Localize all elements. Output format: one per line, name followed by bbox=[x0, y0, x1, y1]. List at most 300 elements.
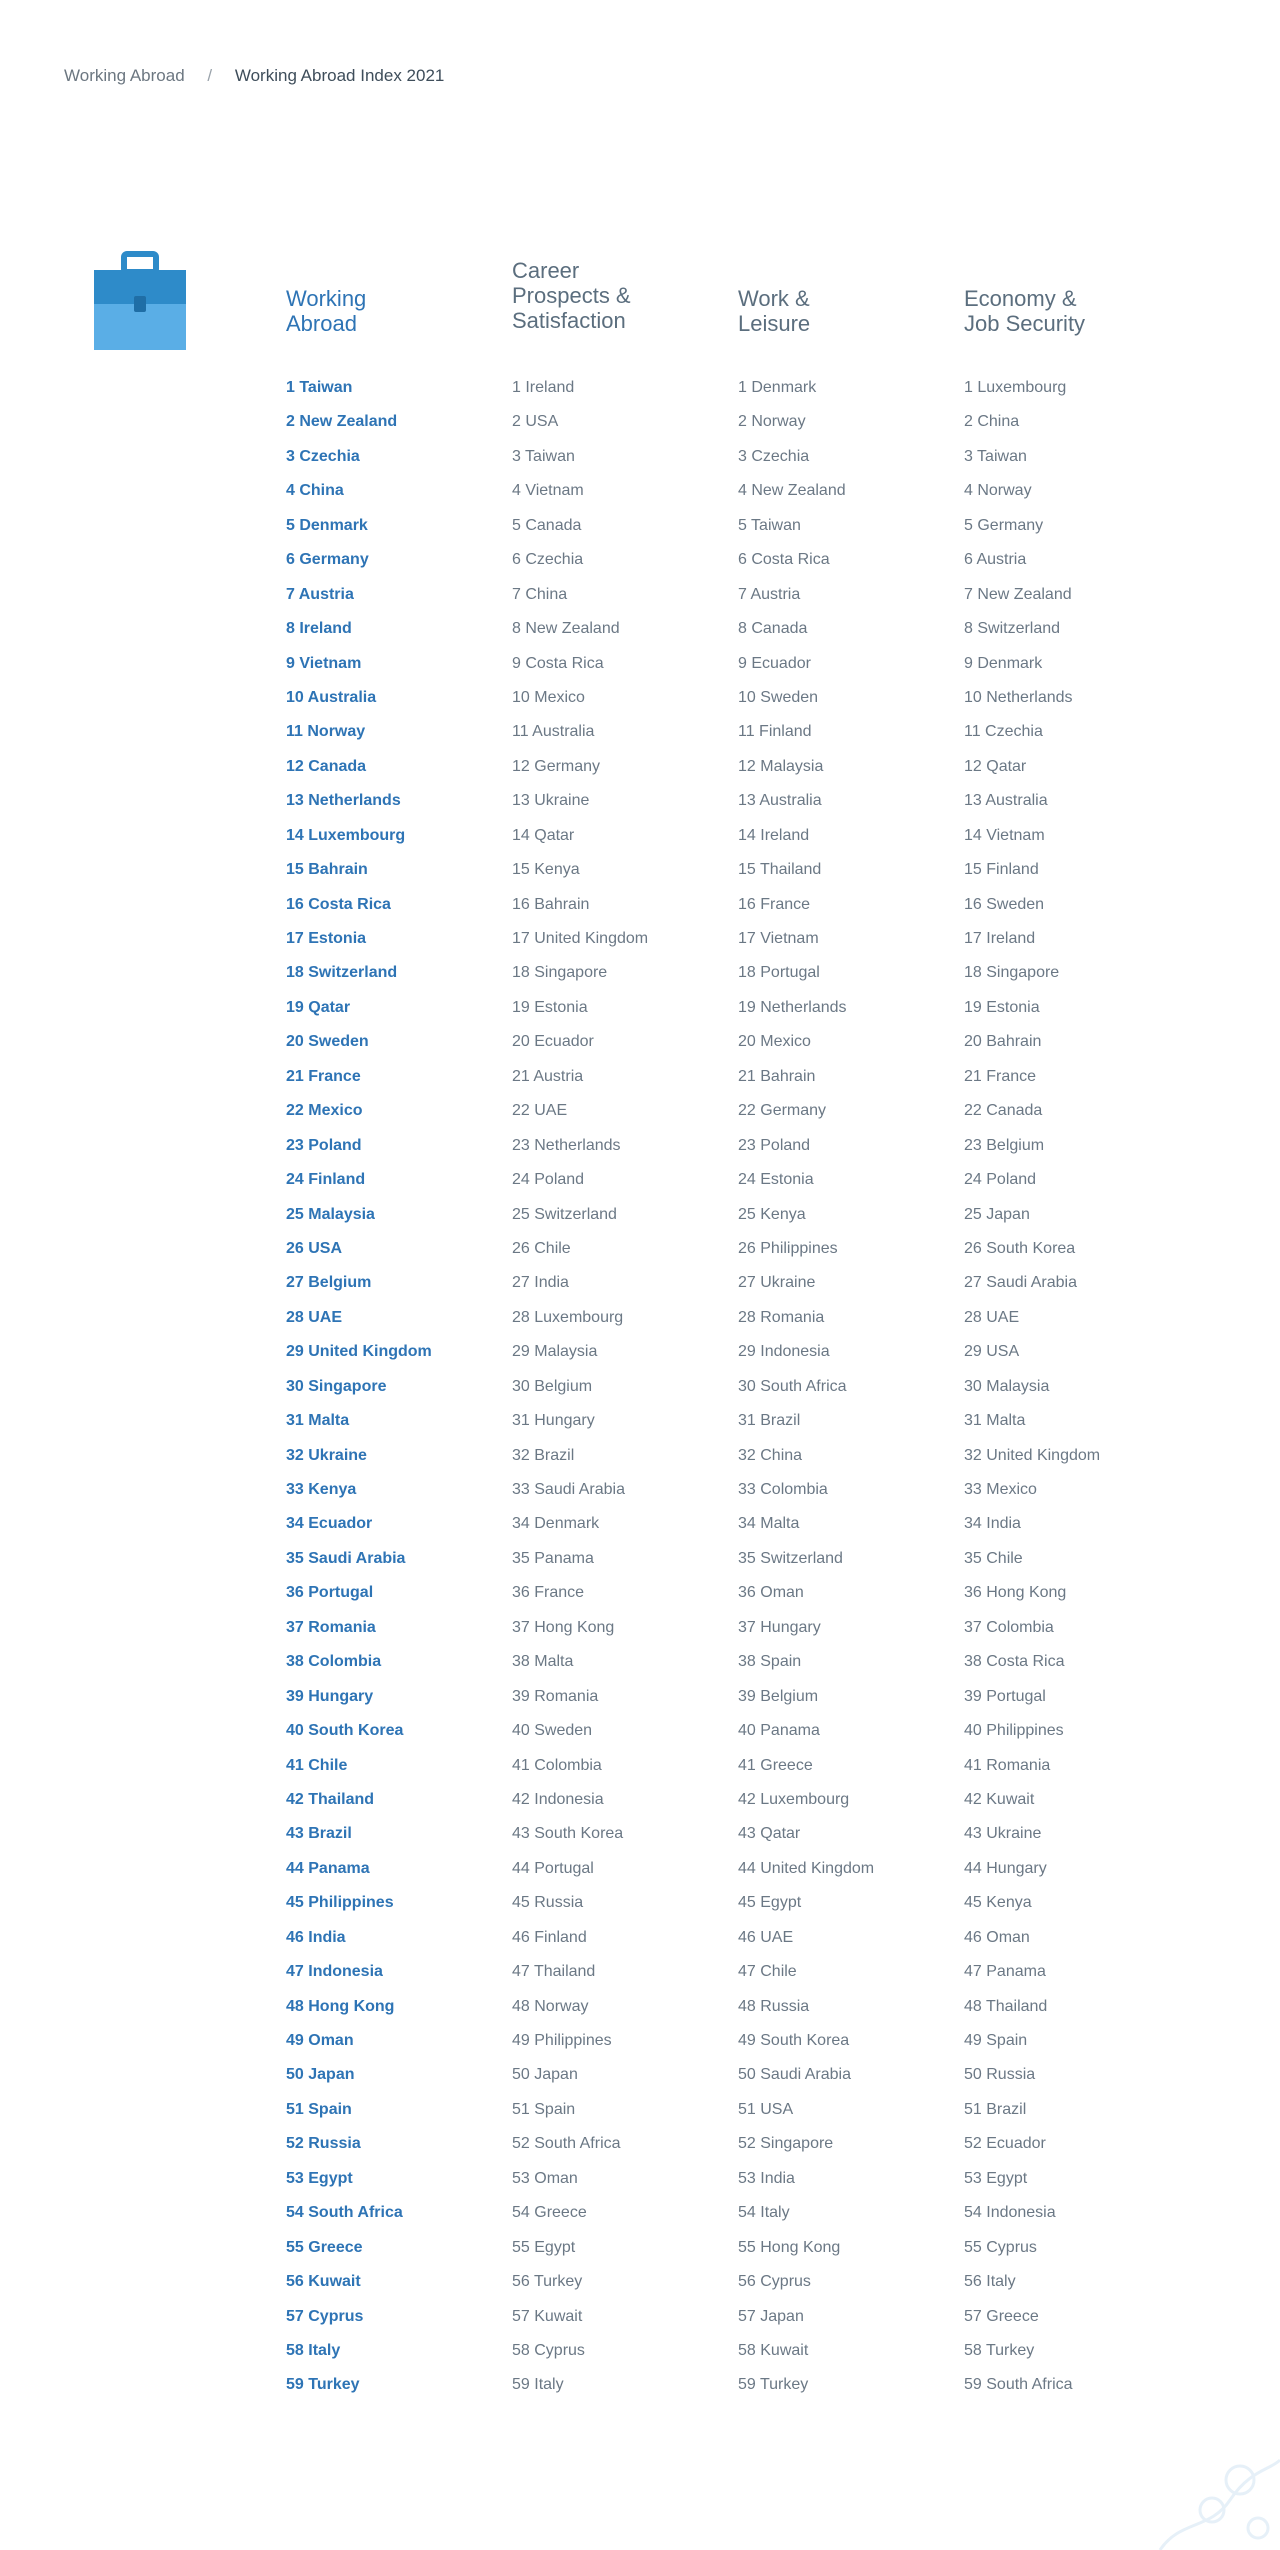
cell-working-abroad[interactable]: 10 Australia bbox=[286, 688, 377, 706]
cell-work-leisure: 56 Cyprus bbox=[738, 2273, 811, 2291]
cell-work-leisure: 50 Saudi Arabia bbox=[738, 2066, 851, 2084]
cell-economy-job-security: 45 Kenya bbox=[964, 1894, 1032, 1912]
cell-career-prospects: 7 China bbox=[512, 585, 568, 603]
cell-working-abroad[interactable]: 58 Italy bbox=[286, 2341, 341, 2359]
cell-economy-job-security: 42 Kuwait bbox=[964, 1790, 1035, 1808]
cell-career-prospects: 53 Oman bbox=[512, 2169, 578, 2187]
cell-career-prospects: 22 UAE bbox=[512, 1102, 568, 1120]
table-row bbox=[0, 448, 1280, 482]
table-row bbox=[0, 2239, 1280, 2273]
breadcrumb-separator: / bbox=[207, 66, 213, 85]
cell-work-leisure: 16 France bbox=[738, 895, 811, 913]
breadcrumb-current: Working Abroad Index 2021 bbox=[234, 66, 445, 85]
cell-work-leisure: 30 South Africa bbox=[738, 1377, 847, 1395]
table-row bbox=[0, 2066, 1280, 2100]
cell-working-abroad[interactable]: 17 Estonia bbox=[286, 930, 367, 947]
table-row bbox=[0, 1860, 1280, 1894]
table-row bbox=[0, 1378, 1280, 1412]
table-row bbox=[0, 1998, 1280, 2032]
cell-career-prospects: 27 India bbox=[512, 1274, 569, 1292]
cell-working-abroad[interactable]: 4 China bbox=[286, 482, 344, 500]
cell-work-leisure: 39 Belgium bbox=[738, 1687, 819, 1705]
cell-working-abroad[interactable]: 1 Taiwan bbox=[286, 379, 353, 396]
cell-economy-job-security: 31 Malta bbox=[964, 1412, 1026, 1430]
cell-working-abroad[interactable]: 18 Switzerland bbox=[286, 964, 398, 982]
cell-working-abroad[interactable]: 9 Vietnam bbox=[286, 654, 362, 672]
cell-economy-job-security: 37 Colombia bbox=[964, 1618, 1054, 1636]
cell-economy-job-security: 43 Ukraine bbox=[964, 1825, 1042, 1843]
cell-economy-job-security: 58 Turkey bbox=[964, 2341, 1035, 2359]
cell-career-prospects: 47 Thailand bbox=[512, 1963, 596, 1981]
cell-career-prospects: 6 Czechia bbox=[512, 551, 584, 569]
cell-economy-job-security: 20 Bahrain bbox=[964, 1033, 1042, 1051]
cell-economy-job-security: 49 Spain bbox=[964, 2032, 1028, 2049]
table-row bbox=[0, 655, 1280, 689]
cell-working-abroad[interactable]: 33 Kenya bbox=[286, 1481, 357, 1498]
cell-economy-job-security: 33 Mexico bbox=[964, 1481, 1037, 1498]
table-row bbox=[0, 2204, 1280, 2238]
cell-work-leisure: 11 Finland bbox=[738, 723, 812, 741]
cell-career-prospects: 57 Kuwait bbox=[512, 2307, 583, 2325]
cell-economy-job-security: 21 France bbox=[964, 1067, 1037, 1085]
briefcase-icon bbox=[90, 250, 190, 352]
cell-career-prospects: 25 Switzerland bbox=[512, 1205, 617, 1223]
table-row bbox=[0, 1033, 1280, 1067]
cell-work-leisure: 19 Netherlands bbox=[738, 998, 847, 1016]
cell-working-abroad[interactable]: 6 Germany bbox=[286, 551, 369, 569]
cell-work-leisure: 26 Philippines bbox=[738, 1239, 838, 1257]
cell-economy-job-security: 29 USA bbox=[964, 1343, 1020, 1361]
cell-work-leisure: 28 Romania bbox=[738, 1308, 825, 1326]
cell-working-abroad[interactable]: 12 Canada bbox=[286, 757, 367, 775]
table-row bbox=[0, 551, 1280, 585]
cell-economy-job-security: 22 Canada bbox=[964, 1102, 1043, 1120]
cell-career-prospects: 45 Russia bbox=[512, 1894, 584, 1912]
cell-working-abroad[interactable]: 45 Philippines bbox=[286, 1894, 394, 1912]
cell-career-prospects: 4 Vietnam bbox=[512, 482, 584, 500]
cell-working-abroad[interactable]: 52 Russia bbox=[286, 2135, 361, 2153]
cell-work-leisure: 49 South Korea bbox=[738, 2032, 850, 2049]
cell-working-abroad[interactable]: 22 Mexico bbox=[286, 1102, 363, 1120]
table-row bbox=[0, 964, 1280, 998]
cell-career-prospects: 49 Philippines bbox=[512, 2032, 612, 2049]
cell-work-leisure: 8 Canada bbox=[738, 620, 808, 638]
cell-economy-job-security: 47 Panama bbox=[964, 1963, 1046, 1981]
cell-economy-job-security: 44 Hungary bbox=[964, 1859, 1047, 1877]
cell-economy-job-security: 46 Oman bbox=[964, 1928, 1030, 1946]
cell-career-prospects: 50 Japan bbox=[512, 2066, 578, 2084]
cell-work-leisure: 21 Bahrain bbox=[738, 1067, 816, 1085]
cell-working-abroad[interactable]: 40 South Korea bbox=[286, 1722, 404, 1740]
cell-work-leisure: 42 Luxembourg bbox=[738, 1790, 850, 1808]
cell-work-leisure: 9 Ecuador bbox=[738, 654, 811, 672]
cell-economy-job-security: 26 South Korea bbox=[964, 1239, 1076, 1257]
cell-career-prospects: 29 Malaysia bbox=[512, 1343, 598, 1361]
cell-working-abroad[interactable]: 39 Hungary bbox=[286, 1687, 374, 1705]
table-row bbox=[0, 758, 1280, 792]
cell-career-prospects: 30 Belgium bbox=[512, 1377, 593, 1395]
cell-economy-job-security: 19 Estonia bbox=[964, 998, 1040, 1016]
cell-economy-job-security: 18 Singapore bbox=[964, 964, 1060, 982]
cell-career-prospects: 35 Panama bbox=[512, 1549, 594, 1567]
cell-career-prospects: 8 New Zealand bbox=[512, 620, 620, 638]
table-row bbox=[0, 1481, 1280, 1515]
cell-working-abroad[interactable]: 14 Luxembourg bbox=[286, 826, 406, 844]
cell-economy-job-security: 3 Taiwan bbox=[964, 447, 1027, 465]
cell-economy-job-security: 24 Poland bbox=[964, 1171, 1037, 1189]
cell-career-prospects: 5 Canada bbox=[512, 516, 582, 534]
cell-economy-job-security: 1 Luxembourg bbox=[964, 379, 1067, 396]
table-row bbox=[0, 1068, 1280, 1102]
cell-work-leisure: 33 Colombia bbox=[738, 1481, 828, 1498]
cell-work-leisure: 51 USA bbox=[738, 2100, 794, 2118]
table-row bbox=[0, 1688, 1280, 1722]
cell-economy-job-security: 59 South Africa bbox=[964, 2376, 1073, 2394]
cell-career-prospects: 26 Chile bbox=[512, 1239, 571, 1257]
cell-work-leisure: 2 Norway bbox=[738, 413, 806, 431]
cell-career-prospects: 42 Indonesia bbox=[512, 1790, 604, 1808]
cell-working-abroad[interactable]: 50 Japan bbox=[286, 2066, 355, 2084]
table-row bbox=[0, 413, 1280, 447]
table-row bbox=[0, 2342, 1280, 2376]
table-row bbox=[0, 2170, 1280, 2204]
table-row bbox=[0, 930, 1280, 964]
table-row bbox=[0, 1412, 1280, 1446]
cell-economy-job-security: 16 Sweden bbox=[964, 895, 1045, 913]
cell-work-leisure: 57 Japan bbox=[738, 2307, 804, 2325]
table-row bbox=[0, 999, 1280, 1033]
cell-economy-job-security: 15 Finland bbox=[964, 861, 1039, 879]
cell-work-leisure: 5 Taiwan bbox=[738, 516, 801, 534]
cell-career-prospects: 12 Germany bbox=[512, 757, 601, 775]
cell-work-leisure: 3 Czechia bbox=[738, 447, 810, 465]
cell-working-abroad[interactable]: 41 Chile bbox=[286, 1756, 348, 1774]
cell-career-prospects: 10 Mexico bbox=[512, 688, 585, 706]
cell-work-leisure: 59 Turkey bbox=[738, 2376, 809, 2394]
cell-economy-job-security: 13 Australia bbox=[964, 792, 1048, 810]
cell-working-abroad[interactable]: 36 Portugal bbox=[286, 1584, 374, 1602]
cell-career-prospects: 40 Sweden bbox=[512, 1722, 593, 1740]
cell-working-abroad[interactable]: 53 Egypt bbox=[286, 2169, 353, 2187]
cell-economy-job-security: 41 Romania bbox=[964, 1756, 1051, 1774]
table-row bbox=[0, 379, 1280, 413]
cell-working-abroad[interactable]: 27 Belgium bbox=[286, 1274, 372, 1292]
cell-career-prospects: 19 Estonia bbox=[512, 998, 588, 1016]
cell-economy-job-security: 48 Thailand bbox=[964, 1997, 1048, 2015]
cell-career-prospects: 14 Qatar bbox=[512, 826, 575, 844]
cell-work-leisure: 29 Indonesia bbox=[738, 1343, 830, 1361]
cell-work-leisure: 24 Estonia bbox=[738, 1171, 814, 1189]
header-work-leisure: Work & Leisure bbox=[738, 286, 811, 336]
ranking-table bbox=[0, 379, 1280, 2411]
cell-economy-job-security: 7 New Zealand bbox=[964, 585, 1072, 603]
cell-work-leisure: 35 Switzerland bbox=[738, 1549, 843, 1567]
cell-work-leisure: 38 Spain bbox=[738, 1653, 802, 1671]
cell-economy-job-security: 35 Chile bbox=[964, 1549, 1023, 1567]
cell-working-abroad[interactable]: 51 Spain bbox=[286, 2100, 352, 2118]
cell-working-abroad[interactable]: 46 India bbox=[286, 1928, 346, 1946]
table-row bbox=[0, 1309, 1280, 1343]
cell-working-abroad[interactable]: 3 Czechia bbox=[286, 447, 360, 465]
cell-career-prospects: 55 Egypt bbox=[512, 2238, 576, 2256]
cell-economy-job-security: 12 Qatar bbox=[964, 757, 1027, 775]
cell-economy-job-security: 2 China bbox=[964, 413, 1020, 431]
cell-working-abroad[interactable]: 16 Costa Rica bbox=[286, 895, 391, 913]
cell-economy-job-security: 39 Portugal bbox=[964, 1687, 1046, 1705]
cell-work-leisure: 22 Germany bbox=[738, 1102, 827, 1120]
cell-career-prospects: 37 Hong Kong bbox=[512, 1618, 615, 1636]
cell-working-abroad[interactable]: 23 Poland bbox=[286, 1136, 362, 1154]
cell-working-abroad[interactable]: 55 Greece bbox=[286, 2238, 363, 2256]
cell-working-abroad[interactable]: 57 Cyprus bbox=[286, 2307, 364, 2325]
cell-economy-job-security: 57 Greece bbox=[964, 2307, 1039, 2325]
table-row bbox=[0, 1240, 1280, 1274]
cell-working-abroad[interactable]: 59 Turkey bbox=[286, 2376, 360, 2394]
cell-work-leisure: 20 Mexico bbox=[738, 1033, 811, 1051]
cell-career-prospects: 56 Turkey bbox=[512, 2273, 583, 2291]
cell-career-prospects: 48 Norway bbox=[512, 1997, 589, 2015]
table-row bbox=[0, 1722, 1280, 1756]
cell-working-abroad[interactable]: 34 Ecuador bbox=[286, 1515, 373, 1533]
cell-work-leisure: 4 New Zealand bbox=[738, 482, 846, 500]
cell-work-leisure: 36 Oman bbox=[738, 1584, 804, 1602]
cell-economy-job-security: 34 India bbox=[964, 1515, 1021, 1533]
cell-career-prospects: 38 Malta bbox=[512, 1653, 574, 1671]
table-row bbox=[0, 1137, 1280, 1171]
cell-working-abroad[interactable]: 29 United Kingdom bbox=[286, 1343, 432, 1361]
cell-working-abroad[interactable]: 38 Colombia bbox=[286, 1653, 382, 1671]
cell-career-prospects: 15 Kenya bbox=[512, 861, 580, 879]
cell-career-prospects: 18 Singapore bbox=[512, 964, 608, 982]
cell-career-prospects: 41 Colombia bbox=[512, 1756, 602, 1774]
cell-economy-job-security: 30 Malaysia bbox=[964, 1377, 1050, 1395]
cell-economy-job-security: 8 Switzerland bbox=[964, 620, 1061, 638]
cell-work-leisure: 6 Costa Rica bbox=[738, 551, 830, 569]
cell-economy-job-security: 6 Austria bbox=[964, 551, 1027, 569]
cell-working-abroad[interactable]: 56 Kuwait bbox=[286, 2273, 361, 2291]
table-row bbox=[0, 2308, 1280, 2342]
header-career-prospects: Career Prospects & Satisfaction bbox=[512, 258, 631, 333]
cell-economy-job-security: 55 Cyprus bbox=[964, 2238, 1037, 2256]
cell-work-leisure: 55 Hong Kong bbox=[738, 2238, 841, 2256]
table-row bbox=[0, 2101, 1280, 2135]
cell-career-prospects: 23 Netherlands bbox=[512, 1136, 621, 1154]
table-row bbox=[0, 1791, 1280, 1825]
cell-working-abroad[interactable]: 5 Denmark bbox=[286, 516, 368, 534]
cell-economy-job-security: 5 Germany bbox=[964, 516, 1044, 534]
cell-economy-job-security: 50 Russia bbox=[964, 2066, 1036, 2084]
cell-career-prospects: 34 Denmark bbox=[512, 1515, 600, 1533]
cell-career-prospects: 13 Ukraine bbox=[512, 792, 590, 810]
table-row bbox=[0, 827, 1280, 861]
cell-working-abroad[interactable]: 20 Sweden bbox=[286, 1033, 369, 1051]
table-row bbox=[0, 1894, 1280, 1928]
breadcrumb-link-working-abroad[interactable]: Working Abroad bbox=[64, 66, 185, 85]
cell-work-leisure: 43 Qatar bbox=[738, 1825, 801, 1843]
table-row bbox=[0, 2273, 1280, 2307]
table-row bbox=[0, 586, 1280, 620]
cell-economy-job-security: 27 Saudi Arabia bbox=[964, 1274, 1077, 1292]
table-row bbox=[0, 1757, 1280, 1791]
cell-economy-job-security: 10 Netherlands bbox=[964, 688, 1073, 706]
cell-economy-job-security: 36 Hong Kong bbox=[964, 1584, 1067, 1602]
table-row bbox=[0, 1584, 1280, 1618]
cell-career-prospects: 9 Costa Rica bbox=[512, 654, 604, 672]
cell-working-abroad[interactable]: 32 Ukraine bbox=[286, 1446, 367, 1464]
cell-working-abroad[interactable]: 21 France bbox=[286, 1067, 361, 1085]
cell-career-prospects: 43 South Korea bbox=[512, 1825, 624, 1843]
cell-career-prospects: 1 Ireland bbox=[512, 379, 575, 396]
table-row bbox=[0, 1653, 1280, 1687]
table-row bbox=[0, 482, 1280, 516]
cell-work-leisure: 18 Portugal bbox=[738, 964, 820, 982]
cell-work-leisure: 1 Denmark bbox=[738, 379, 817, 396]
cell-working-abroad[interactable]: 25 Malaysia bbox=[286, 1205, 375, 1223]
cell-work-leisure: 46 UAE bbox=[738, 1928, 794, 1946]
table-row bbox=[0, 2376, 1280, 2410]
cell-economy-job-security: 28 UAE bbox=[964, 1308, 1020, 1326]
table-row bbox=[0, 1515, 1280, 1549]
cell-working-abroad[interactable]: 44 Panama bbox=[286, 1859, 370, 1877]
decorative-pattern bbox=[1120, 2440, 1280, 2550]
cell-working-abroad[interactable]: 2 New Zealand bbox=[286, 413, 398, 431]
cell-career-prospects: 3 Taiwan bbox=[512, 447, 575, 465]
cell-working-abroad[interactable]: 54 South Africa bbox=[286, 2204, 403, 2222]
cell-economy-job-security: 38 Costa Rica bbox=[964, 1653, 1065, 1671]
cell-economy-job-security: 9 Denmark bbox=[964, 654, 1043, 672]
cell-working-abroad[interactable]: 43 Brazil bbox=[286, 1825, 352, 1843]
cell-economy-job-security: 52 Ecuador bbox=[964, 2135, 1046, 2153]
cell-working-abroad[interactable]: 30 Singapore bbox=[286, 1377, 387, 1395]
cell-work-leisure: 34 Malta bbox=[738, 1515, 800, 1533]
cell-working-abroad[interactable]: 37 Romania bbox=[286, 1618, 376, 1636]
cell-work-leisure: 54 Italy bbox=[738, 2204, 790, 2222]
cell-career-prospects: 24 Poland bbox=[512, 1171, 585, 1189]
cell-career-prospects: 11 Australia bbox=[512, 723, 595, 741]
cell-work-leisure: 17 Vietnam bbox=[738, 930, 819, 947]
cell-economy-job-security: 51 Brazil bbox=[964, 2100, 1027, 2118]
cell-economy-job-security: 54 Indonesia bbox=[964, 2204, 1056, 2222]
table-row bbox=[0, 1619, 1280, 1653]
cell-work-leisure: 31 Brazil bbox=[738, 1412, 801, 1430]
table-row bbox=[0, 1550, 1280, 1584]
table-row bbox=[0, 1274, 1280, 1308]
cell-work-leisure: 14 Ireland bbox=[738, 826, 810, 844]
cell-work-leisure: 15 Thailand bbox=[738, 861, 822, 879]
cell-economy-job-security: 40 Philippines bbox=[964, 1722, 1064, 1740]
table-row bbox=[0, 1343, 1280, 1377]
cell-career-prospects: 59 Italy bbox=[512, 2376, 564, 2394]
cell-career-prospects: 17 United Kingdom bbox=[512, 930, 649, 947]
header-economy-job-security: Economy & Job Security bbox=[964, 286, 1086, 336]
table-row bbox=[0, 1929, 1280, 1963]
table-row bbox=[0, 1825, 1280, 1859]
cell-work-leisure: 58 Kuwait bbox=[738, 2341, 809, 2359]
cell-work-leisure: 12 Malaysia bbox=[738, 757, 824, 775]
table-row bbox=[0, 620, 1280, 654]
cell-career-prospects: 20 Ecuador bbox=[512, 1033, 594, 1051]
cell-career-prospects: 36 France bbox=[512, 1584, 585, 1602]
cell-career-prospects: 31 Hungary bbox=[512, 1412, 595, 1430]
cell-career-prospects: 21 Austria bbox=[512, 1067, 584, 1085]
cell-work-leisure: 10 Sweden bbox=[738, 688, 819, 706]
cell-work-leisure: 37 Hungary bbox=[738, 1618, 821, 1636]
header-working-abroad: Working Abroad bbox=[286, 286, 367, 336]
cell-economy-job-security: 14 Vietnam bbox=[964, 826, 1045, 844]
cell-working-abroad[interactable]: 7 Austria bbox=[286, 585, 354, 603]
cell-working-abroad[interactable]: 47 Indonesia bbox=[286, 1963, 383, 1981]
cell-working-abroad[interactable]: 24 Finland bbox=[286, 1171, 366, 1189]
cell-career-prospects: 33 Saudi Arabia bbox=[512, 1481, 625, 1498]
cell-work-leisure: 52 Singapore bbox=[738, 2135, 834, 2153]
cell-career-prospects: 46 Finland bbox=[512, 1928, 587, 1946]
table-row bbox=[0, 2032, 1280, 2066]
cell-work-leisure: 25 Kenya bbox=[738, 1205, 806, 1223]
cell-work-leisure: 45 Egypt bbox=[738, 1894, 802, 1912]
table-row bbox=[0, 861, 1280, 895]
cell-working-abroad[interactable]: 15 Bahrain bbox=[286, 861, 368, 879]
cell-career-prospects: 39 Romania bbox=[512, 1687, 599, 1705]
cell-working-abroad[interactable]: 19 Qatar bbox=[286, 998, 351, 1016]
cell-working-abroad[interactable]: 13 Netherlands bbox=[286, 792, 401, 810]
cell-work-leisure: 41 Greece bbox=[738, 1756, 813, 1774]
cell-work-leisure: 13 Australia bbox=[738, 792, 822, 810]
table-row bbox=[0, 1171, 1280, 1205]
cell-working-abroad[interactable]: 11 Norway bbox=[286, 723, 366, 741]
cell-career-prospects: 58 Cyprus bbox=[512, 2341, 585, 2359]
cell-economy-job-security: 4 Norway bbox=[964, 482, 1032, 500]
cell-work-leisure: 32 China bbox=[738, 1446, 803, 1464]
cell-work-leisure: 27 Ukraine bbox=[738, 1274, 816, 1292]
cell-career-prospects: 44 Portugal bbox=[512, 1859, 594, 1877]
cell-working-abroad[interactable]: 49 Oman bbox=[286, 2032, 354, 2049]
cell-work-leisure: 7 Austria bbox=[738, 585, 801, 603]
cell-working-abroad[interactable]: 48 Hong Kong bbox=[286, 1997, 395, 2015]
cell-career-prospects: 51 Spain bbox=[512, 2100, 576, 2118]
cell-work-leisure: 44 United Kingdom bbox=[738, 1859, 875, 1877]
table-row bbox=[0, 1963, 1280, 1997]
cell-working-abroad[interactable]: 28 UAE bbox=[286, 1308, 343, 1326]
cell-economy-job-security: 53 Egypt bbox=[964, 2169, 1028, 2187]
cell-career-prospects: 52 South Africa bbox=[512, 2135, 621, 2153]
table-row bbox=[0, 689, 1280, 723]
cell-work-leisure: 48 Russia bbox=[738, 1997, 810, 2015]
table-row bbox=[0, 1206, 1280, 1240]
cell-working-abroad[interactable]: 31 Malta bbox=[286, 1412, 350, 1430]
table-row bbox=[0, 723, 1280, 757]
cell-working-abroad[interactable]: 35 Saudi Arabia bbox=[286, 1549, 406, 1567]
table-row bbox=[0, 792, 1280, 826]
breadcrumb bbox=[64, 66, 444, 86]
cell-working-abroad[interactable]: 42 Thailand bbox=[286, 1790, 375, 1808]
table-row bbox=[0, 896, 1280, 930]
cell-economy-job-security: 32 United Kingdom bbox=[964, 1446, 1101, 1464]
cell-career-prospects: 32 Brazil bbox=[512, 1446, 575, 1464]
cell-working-abroad[interactable]: 8 Ireland bbox=[286, 620, 352, 638]
cell-economy-job-security: 23 Belgium bbox=[964, 1136, 1045, 1154]
cell-career-prospects: 16 Bahrain bbox=[512, 895, 590, 913]
cell-economy-job-security: 25 Japan bbox=[964, 1205, 1030, 1223]
cell-working-abroad[interactable]: 26 USA bbox=[286, 1239, 343, 1257]
cell-economy-job-security: 17 Ireland bbox=[964, 930, 1036, 947]
cell-economy-job-security: 56 Italy bbox=[964, 2273, 1016, 2291]
cell-career-prospects: 28 Luxembourg bbox=[512, 1308, 624, 1326]
table-row bbox=[0, 2135, 1280, 2169]
cell-work-leisure: 40 Panama bbox=[738, 1722, 820, 1740]
table-row bbox=[0, 1102, 1280, 1136]
cell-work-leisure: 53 India bbox=[738, 2169, 795, 2187]
cell-work-leisure: 47 Chile bbox=[738, 1963, 797, 1981]
